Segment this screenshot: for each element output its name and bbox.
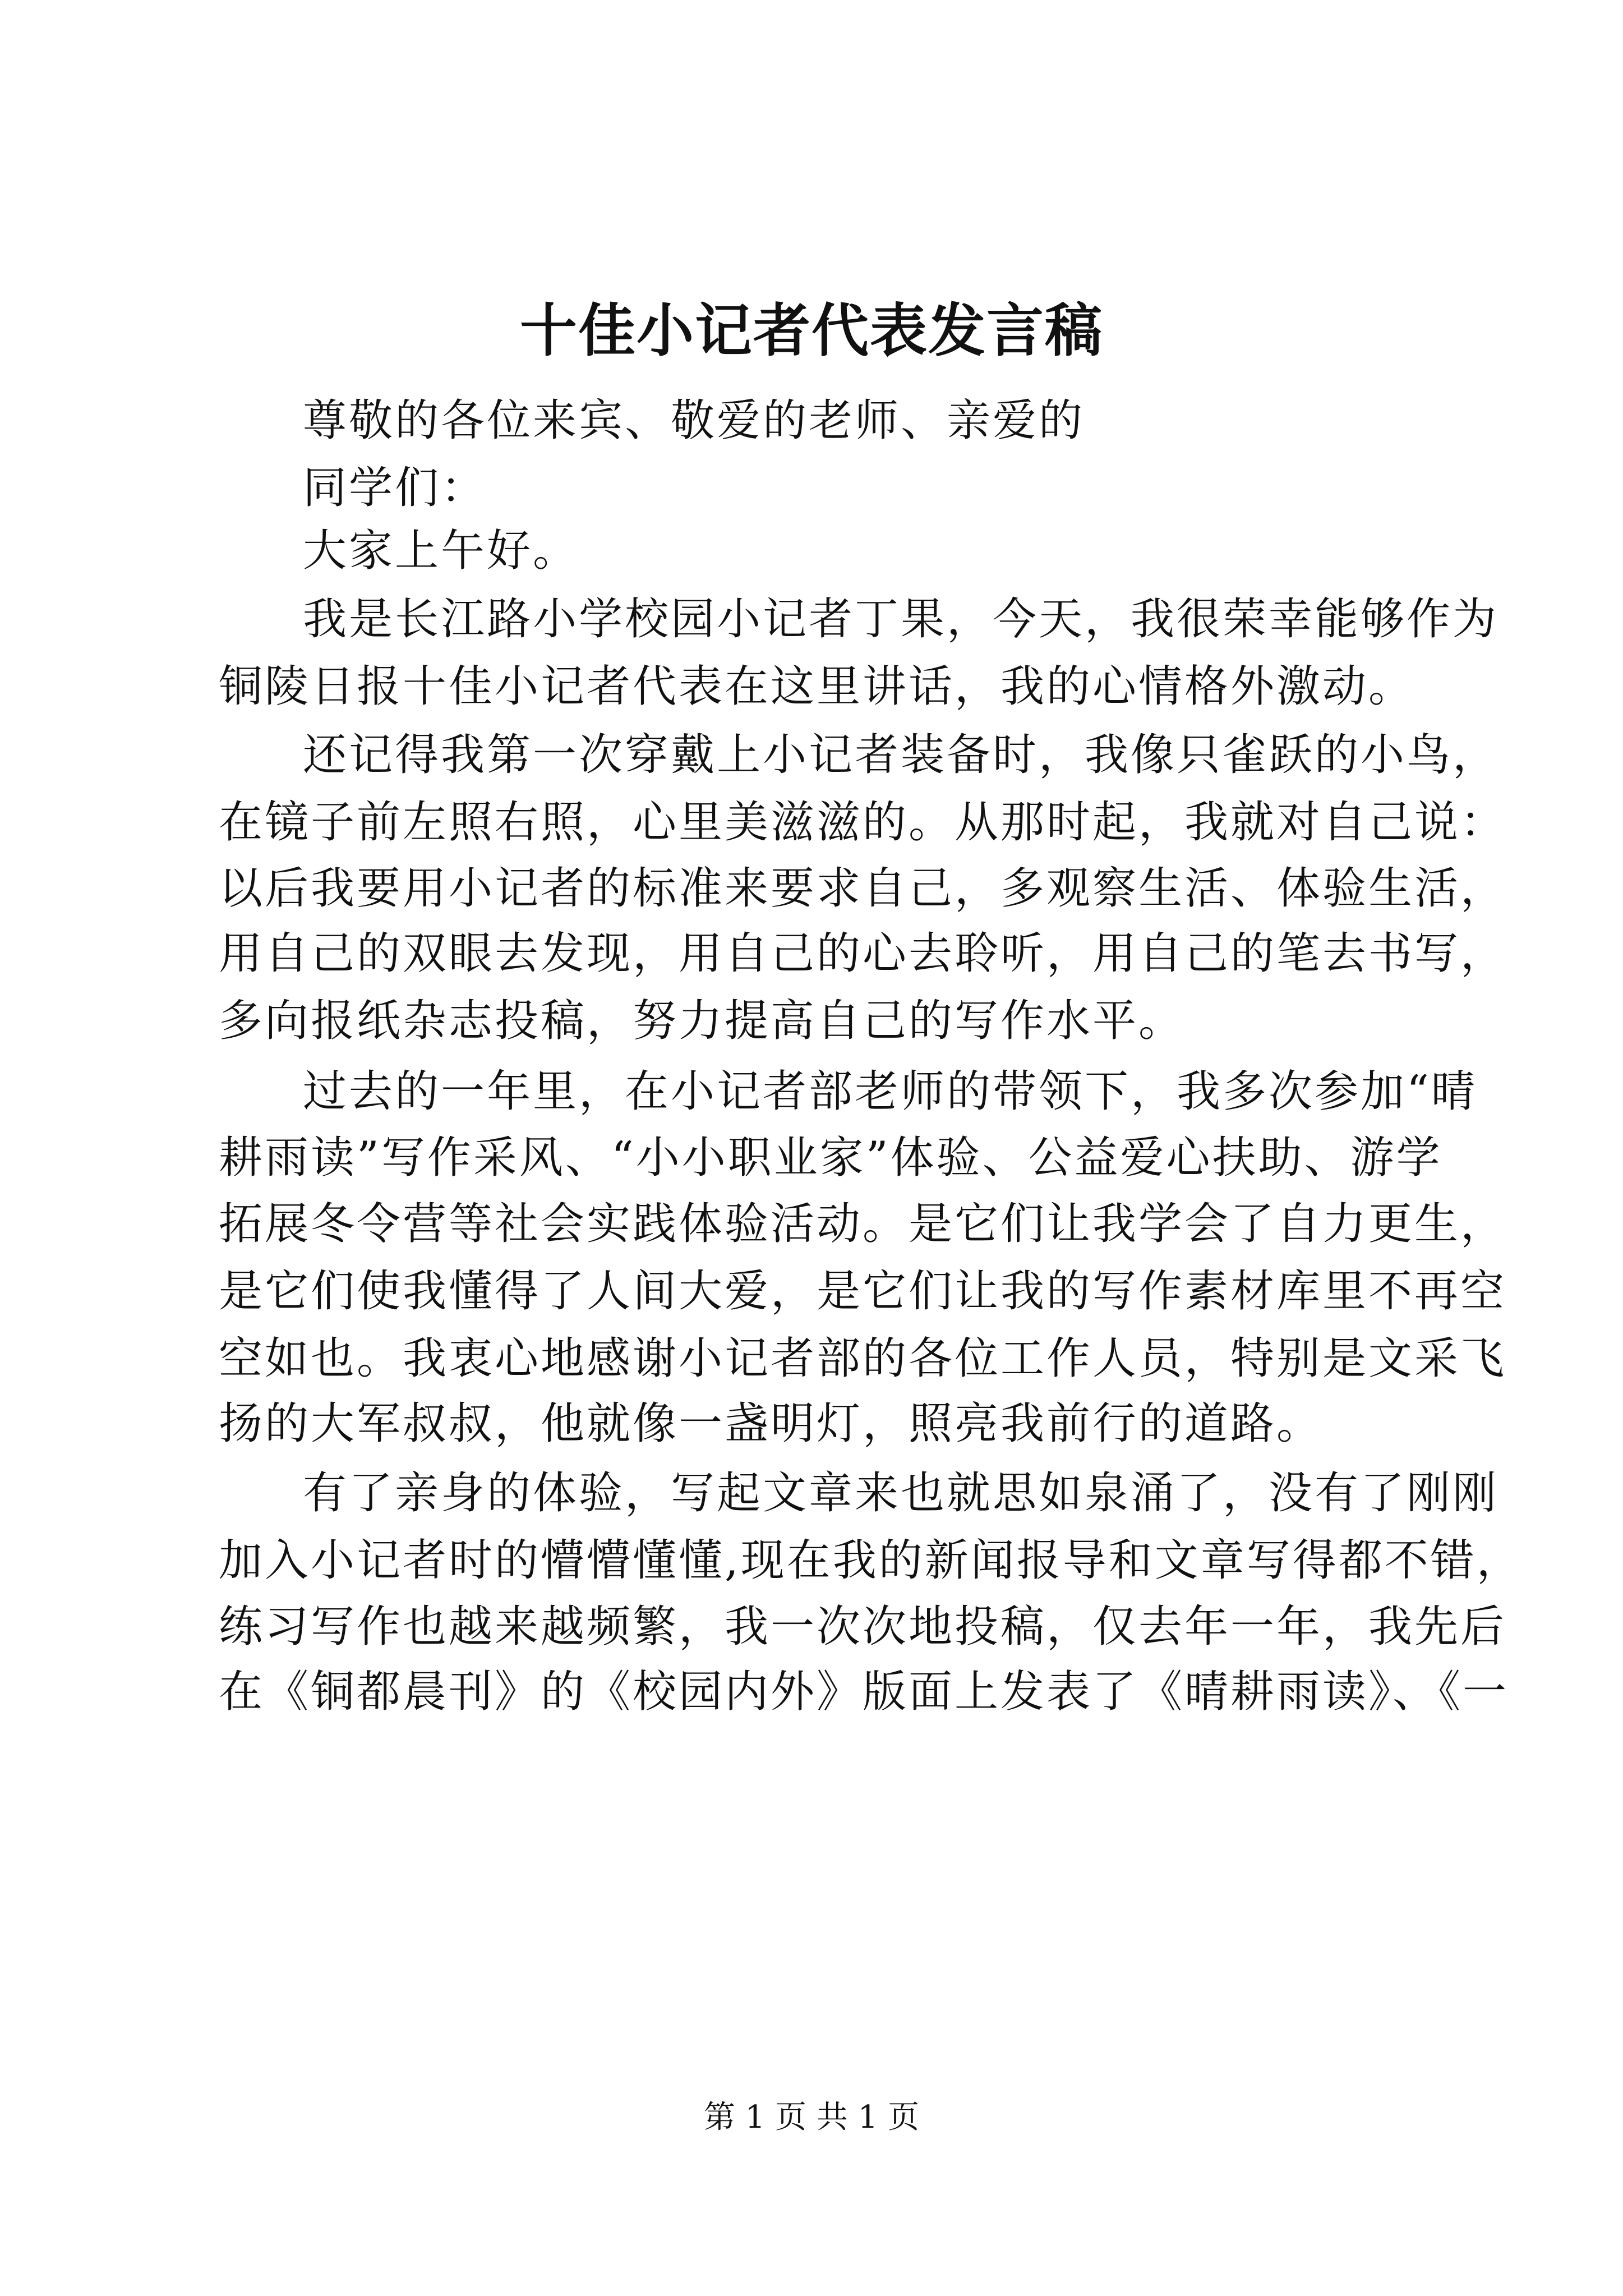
text-line: 在镜子前左照右照，心里美滋滋的。从那时起，我就对自己说：	[219, 797, 1507, 848]
text-line: 加入小记者时的懵懵懂懂,现在我的新闻报导和文章写得都不错，	[219, 1535, 1523, 1586]
text-line: 大家上午好。	[303, 526, 579, 576]
text-line: 还记得我第一次穿戴上小记者装备时，我像只雀跃的小鸟，	[303, 730, 1499, 780]
text-line: 我是长江路小学校园小记者丁果，今天，我很荣幸能够作为	[303, 594, 1499, 645]
text-line: 在《铜都晨刊》的《校园内外》版面上发表了《晴耕雨读》、《一	[219, 1667, 1509, 1717]
text-line: 过去的一年里，在小记者部老师的带领下，我多次参加“晴	[303, 1066, 1477, 1117]
text-line: 用自己的双眼去发现，用自己的心去聆听，用自己的笔去书写，	[219, 928, 1507, 979]
text-line: 同学们：	[303, 463, 487, 513]
text-line: 耕雨读”写作采风、“小小职业家”体验、公益爱心扶助、游学	[219, 1133, 1442, 1183]
text-line: 是它们使我懂得了人间大爱，是它们让我的写作素材库里不再空	[219, 1266, 1507, 1317]
document-title: 十佳小记者代表发言稿	[520, 297, 1103, 365]
text-line: 铜陵日报十佳小记者代表在这里讲话，我的心情格外激动。	[219, 661, 1415, 712]
text-line: 练习写作也越来越频繁，我一次次地投稿，仅去年一年，我先后	[219, 1602, 1507, 1652]
text-line: 空如也。我衷心地感谢小记者部的各位工作人员，特别是文采飞	[219, 1333, 1507, 1384]
text-line: 有了亲身的体验，写起文章来也就思如泉涌了，没有了刚刚	[303, 1468, 1499, 1519]
text-line: 以后我要用小记者的标准来要求自己，多观察生活、体验生活，	[219, 863, 1507, 914]
page-footer: 第 1 页 共 1 页	[703, 2099, 920, 2136]
text-line: 拓展冬令营等社会实践体验活动。是它们让我学会了自力更生，	[219, 1199, 1507, 1249]
text-line: 扬的大军叔叔，他就像一盏明灯，照亮我前行的道路。	[219, 1398, 1323, 1449]
text-line: 尊敬的各位来宾、敬爱的老师、亲爱的	[303, 395, 1085, 446]
text-line: 多向报纸杂志投稿，努力提高自己的写作水平。	[219, 996, 1185, 1046]
